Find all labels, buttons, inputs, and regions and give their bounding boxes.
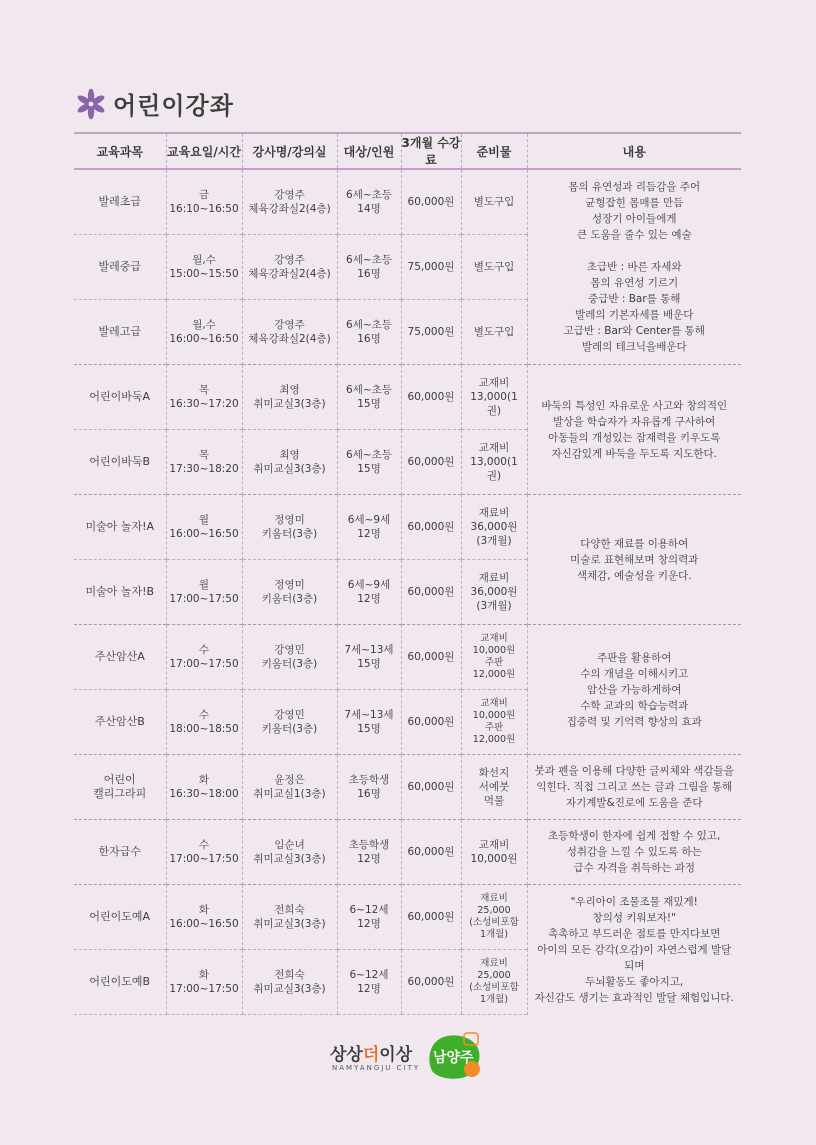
table-row	[74, 365, 741, 430]
cell-teacher: 최영 취미교실3(3층)	[242, 430, 337, 495]
cell-teacher: 전희숙 취미교실3(3층)	[242, 950, 337, 1015]
cell-supplies: 별도구입	[461, 169, 527, 235]
col-header-supplies: 준비물	[461, 133, 527, 169]
cell-target: 6세~초등 16명	[337, 300, 401, 365]
col-header-target: 대상/인원	[337, 133, 401, 169]
cell-subject: 어린이도예A	[74, 885, 166, 950]
cell-supplies: 재료비 36,000원 (3개월)	[461, 495, 527, 560]
col-header-subject: 교육과목	[96, 144, 143, 159]
cell-fee: 60,000원	[401, 495, 461, 560]
cell-fee: 60,000원	[401, 365, 461, 430]
cell-target: 6~12세 12명	[337, 950, 401, 1015]
cell-subject: 발레초급	[98, 195, 141, 208]
cell-supplies: 재료비 25,000 (소성비포함 1개월)	[461, 950, 527, 1015]
cell-supplies: 재료비 36,000원 (3개월)	[461, 560, 527, 625]
cell-fee: 60,000원	[401, 950, 461, 1015]
cell-fee: 60,000원	[401, 690, 461, 755]
cell-content-art: 다양한 재료를 이용하여 미술로 표현해보며 창의력과 색채감, 예술성을 키운다.	[527, 495, 741, 625]
cell-schedule: 목 17:30~18:20	[166, 430, 242, 495]
cell-teacher: 전희숙 취미교실3(3층)	[242, 885, 337, 950]
cell-fee: 60,000원	[401, 625, 461, 690]
cell-fee: 60,000원	[401, 820, 461, 885]
cell-supplies: 교재비 10,000원 주판 12,000원	[461, 625, 527, 690]
cell-teacher: 강영민 키움터(3층)	[242, 690, 337, 755]
cell-schedule: 월 16:00~16:50	[166, 495, 242, 560]
logo-slogan-accent: 더	[362, 1045, 380, 1065]
cell-schedule: 목 16:30~17:20	[166, 365, 242, 430]
cell-subject: 어린이도예B	[74, 950, 166, 1015]
logo-mark-text: 남양주	[433, 1050, 474, 1066]
cell-schedule: 수 17:00~17:50	[166, 820, 242, 885]
cell-target: 초등학생 16명	[337, 755, 401, 820]
cell-content-calligraphy: 붓과 펜을 이용해 다양한 글씨체와 색감들을 익힌다. 직접 그리고 쓰는 글과 그림을 통해 자기계발&진로에 도움을 준다	[527, 755, 741, 820]
cell-content-hanja: 초등학생이 한자에 쉽게 접할 수 있고, 성취감을 느낄 수 있도록 하는 급수 자격을 취득하는 과정	[527, 820, 741, 885]
cell-subject: 어린이 캘리그라피	[74, 755, 166, 820]
cell-teacher: 최영 취미교실3(3층)	[242, 365, 337, 430]
logo-slogan-part: 상상	[330, 1045, 363, 1065]
cell-target: 6세~초등 16명	[337, 235, 401, 300]
col-header-teacher: 강사명/강의실	[242, 133, 337, 169]
cell-subject: 주산암산A	[74, 625, 166, 690]
cell-teacher: 강영주 체육강좌실2(4층)	[242, 169, 337, 235]
col-header-content: 내용	[527, 133, 741, 169]
cell-schedule: 화 17:00~17:50	[166, 950, 242, 1015]
cell-schedule: 수 18:00~18:50	[166, 690, 242, 755]
cell-supplies: 별도구입	[461, 300, 527, 365]
cell-schedule: 월,수 15:00~15:50	[166, 235, 242, 300]
cell-content-pottery: "우리아이 조물조물 재밌게! 창의성 키워보자!" 촉촉하고 부드러운 점토를 만지다보면 아이의 모든 감각(오감)이 자연스럽게 발달되며 두뇌활동도 좋아지고, 자신감도 생기는 효과적인 발달 체험입니다.	[527, 885, 741, 1015]
cell-target: 6세~초등 15명	[337, 365, 401, 430]
table-row	[74, 820, 741, 885]
cell-fee: 75,000원	[401, 235, 461, 300]
cell-supplies: 교재비 10,000원 주판 12,000원	[461, 690, 527, 755]
table-row	[74, 495, 741, 560]
cell-subject: 어린이바둑A	[74, 365, 166, 430]
cell-fee: 60,000원	[401, 755, 461, 820]
col-header-schedule: 교육요일/시간	[166, 133, 242, 169]
cell-fee: 60,000원	[401, 885, 461, 950]
cell-subject: 어린이바둑B	[74, 430, 166, 495]
cell-supplies: 교재비 13,000(1권)	[461, 430, 527, 495]
cell-teacher: 윤정은 취미교실1(3층)	[242, 755, 337, 820]
table-header-row	[74, 133, 741, 169]
cell-subject: 주산암산B	[74, 690, 166, 755]
logo-slogan-part: 이상	[379, 1045, 413, 1065]
cell-target: 7세~13세 15명	[337, 625, 401, 690]
cell-teacher: 임순녀 취미교실3(3층)	[242, 820, 337, 885]
table-row	[74, 625, 741, 690]
cell-schedule: 월 17:00~17:50	[166, 560, 242, 625]
city-logo	[330, 1035, 490, 1079]
cell-teacher: 강영민 키움터(3층)	[242, 625, 337, 690]
cell-supplies: 별도구입	[461, 235, 527, 300]
cell-target: 6세~9세 12명	[337, 495, 401, 560]
table-row	[74, 169, 741, 235]
col-header-fee: 3개월 수강료	[401, 133, 461, 169]
cell-supplies: 교재비 13,000(1권)	[461, 365, 527, 430]
cell-target: 6세~9세 12명	[337, 560, 401, 625]
cell-schedule: 월,수 16:00~16:50	[166, 300, 242, 365]
cell-schedule: 수 17:00~17:50	[166, 625, 242, 690]
cell-fee: 60,000원	[401, 560, 461, 625]
cell-target: 7세~13세 15명	[337, 690, 401, 755]
cell-target: 6세~초등 14명	[337, 169, 401, 235]
cell-fee: 60,000원	[401, 169, 461, 235]
cell-subject: 미술아 놀자!A	[74, 495, 166, 560]
course-table	[74, 132, 741, 1015]
cell-target: 6~12세 12명	[337, 885, 401, 950]
cell-supplies: 재료비 25,000 (소성비포함 1개월)	[461, 885, 527, 950]
cell-target: 6세~초등 15명	[337, 430, 401, 495]
cell-subject: 한자급수	[74, 820, 166, 885]
cell-teacher: 정영미 키움터(3층)	[242, 560, 337, 625]
cell-supplies: 화선지 서예붓 먹물	[461, 755, 527, 820]
cell-subject: 발레고급	[74, 300, 166, 365]
cell-fee: 75,000원	[401, 300, 461, 365]
cell-content-ballet: 몸의 유연성과 리듬감을 주어 균형잡힌 몸매를 만듬 성장기 아이들에게 큰 도움을 줄수 있는 예술 초급반 : 바른 자세와 몸의 유연성 기르기 중급반 : Bar를 통해 발레의 기본자세를 배운다 고급반 : Bar와 Center를 통해 발레의 테크닉을배운다	[527, 169, 741, 365]
cell-content-abacus: 주판을 활용하여 수의 개념을 이해시키고 암산을 가능하게하여 수학 교과의 학습능력과 집중력 및 기억력 향상의 효과	[527, 625, 741, 755]
cell-teacher: 강영주 체육강좌실2(4층)	[242, 235, 337, 300]
page-title: 어린이강좌	[113, 92, 234, 120]
cell-subject: 미술아 놀자!B	[74, 560, 166, 625]
cell-supplies: 교재비 10,000원	[461, 820, 527, 885]
flower-icon	[75, 88, 107, 120]
page-header	[75, 86, 234, 121]
cell-schedule: 화 16:00~16:50	[166, 885, 242, 950]
cell-target: 초등학생 12명	[337, 820, 401, 885]
table-row	[74, 755, 741, 820]
cell-schedule: 화 16:30~18:00	[166, 755, 242, 820]
cell-content-baduk: 바둑의 특성인 자유로운 사고와 창의적인 발상을 학습자가 자유롭게 구사하여 아동들의 개성있는 잠재력을 키우도록 자신감있게 바둑을 두도록 지도한다.	[527, 365, 741, 495]
logo-slogan	[330, 1040, 412, 1065]
cell-teacher: 정영미 키움터(3층)	[242, 495, 337, 560]
cell-schedule: 금 16:10~16:50	[166, 169, 242, 235]
logo-city-name: NAMYANGJU CITY	[332, 1064, 421, 1072]
cell-fee: 60,000원	[401, 430, 461, 495]
cell-teacher: 강영주 체육강좌실2(4층)	[242, 300, 337, 365]
table-row	[74, 885, 741, 950]
cell-subject: 발레중급	[74, 235, 166, 300]
